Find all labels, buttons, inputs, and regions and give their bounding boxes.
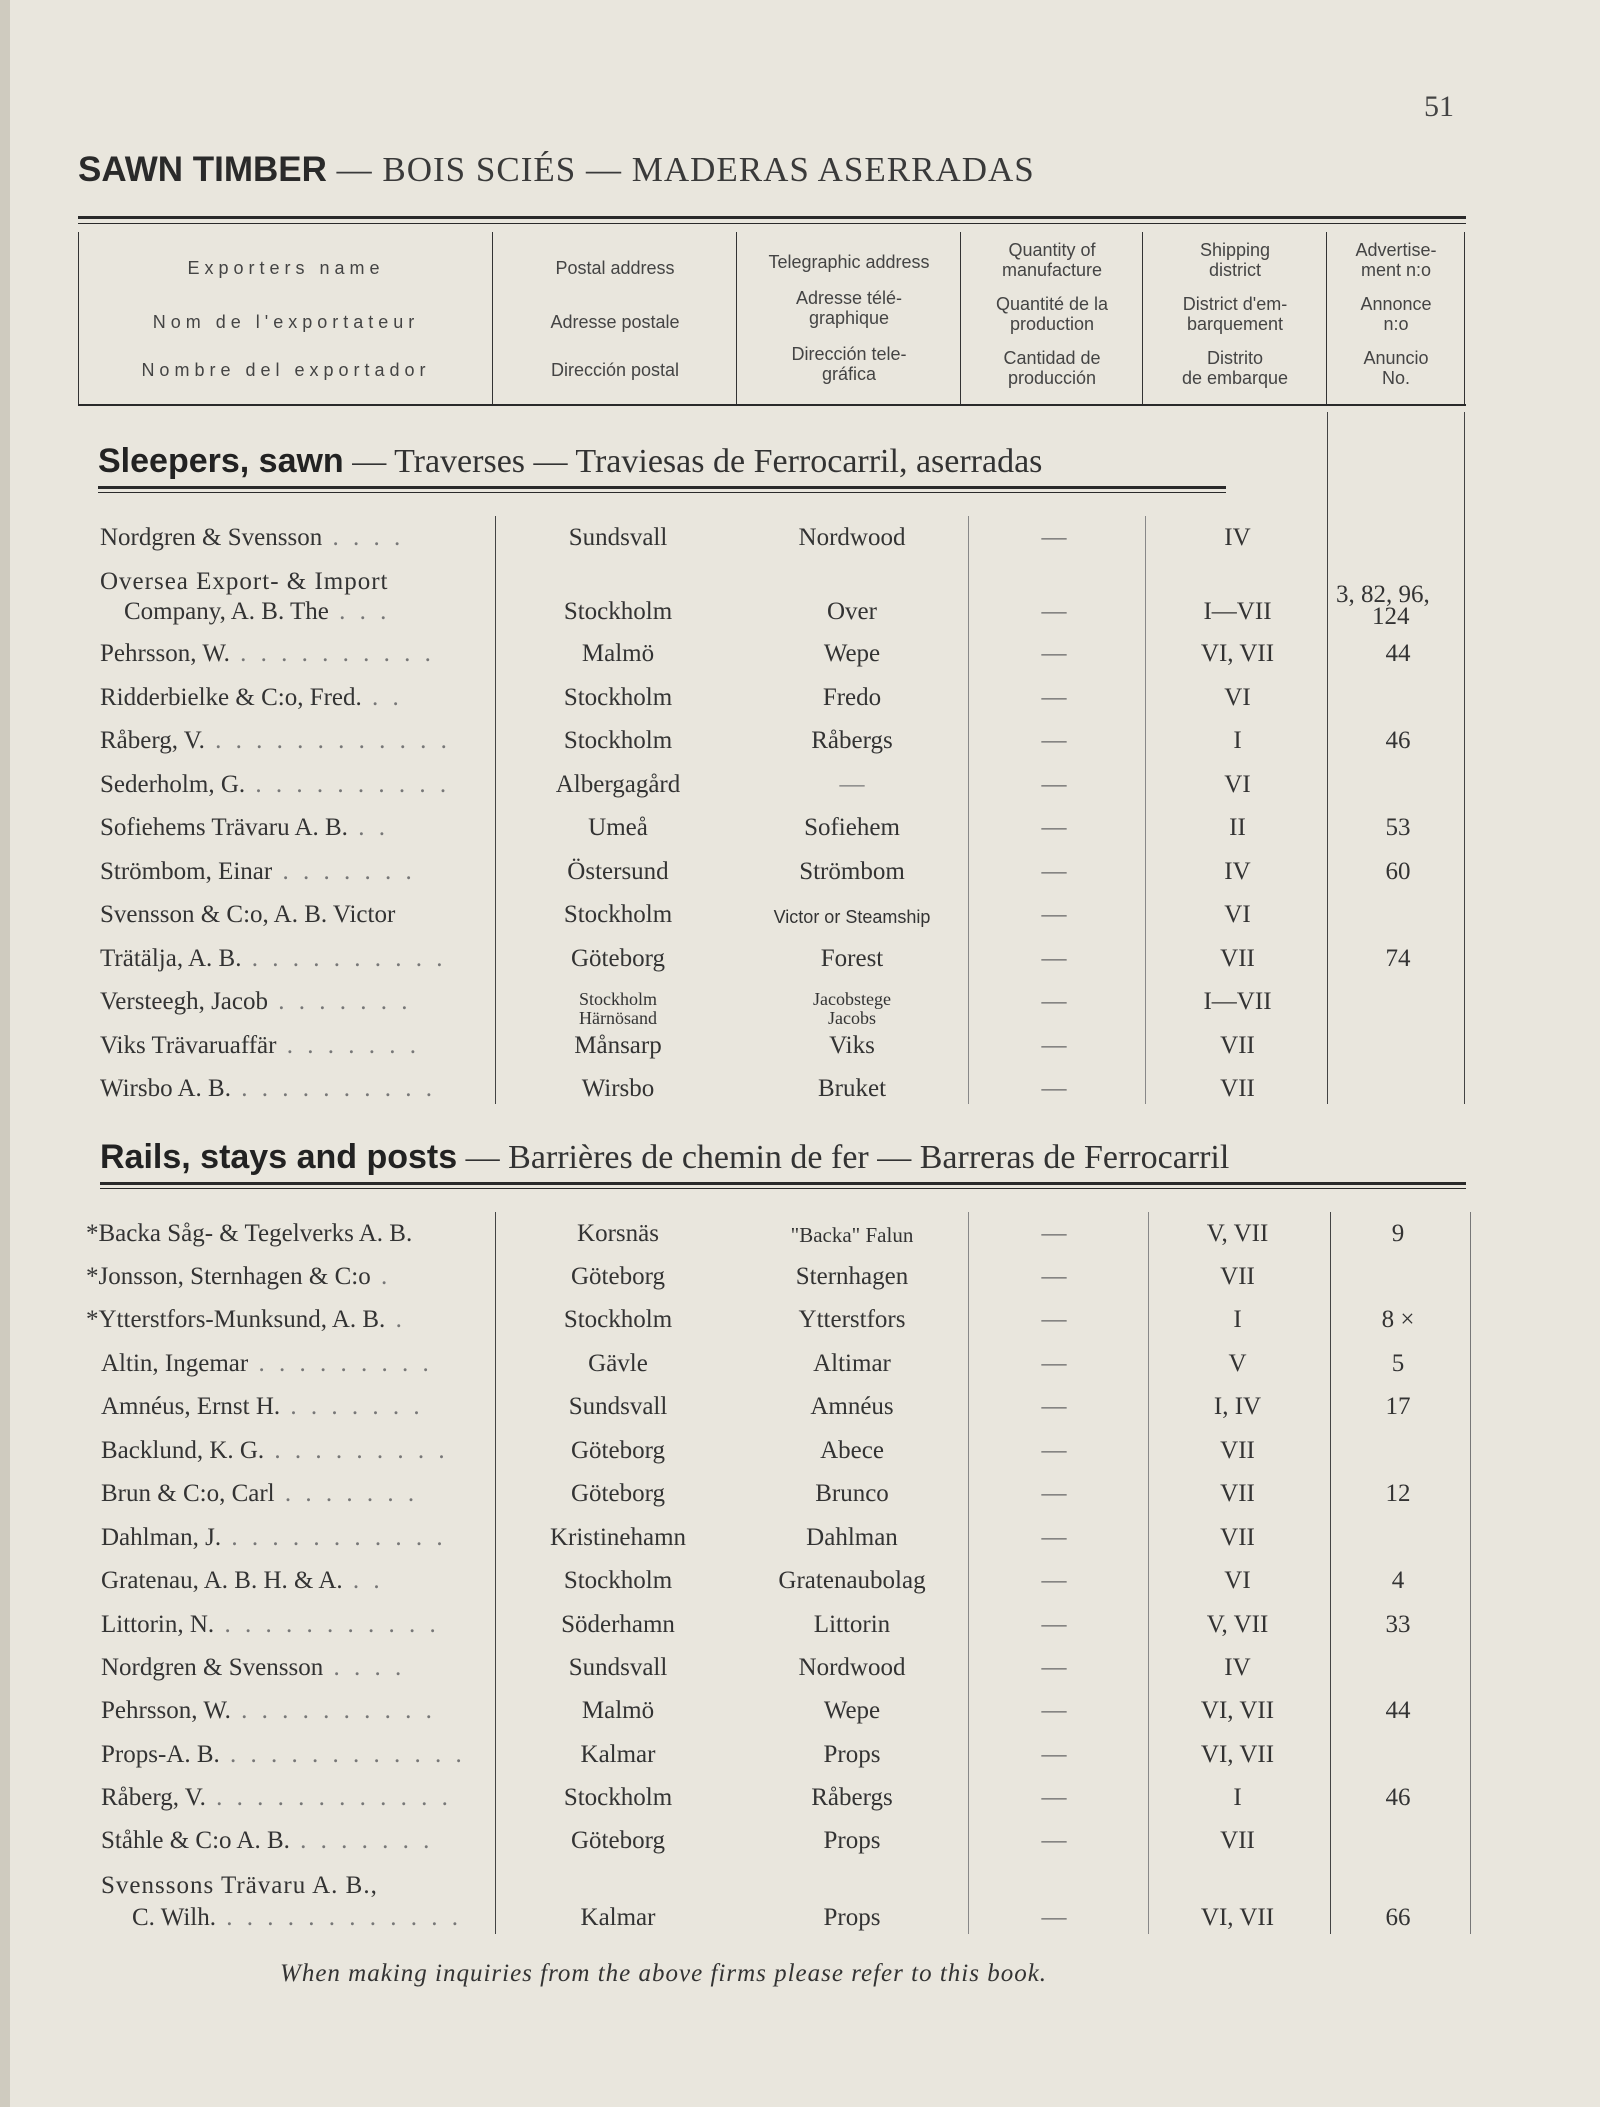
right-border-s2 xyxy=(1470,1212,1471,1934)
postal-address: Stockholm xyxy=(563,901,673,928)
exporter-name: Nordgren & Svensson . . . . xyxy=(100,524,405,551)
header-name-es: Nombre del exportador xyxy=(141,360,431,380)
column-divider-postal-s1 xyxy=(495,516,496,1104)
advertisement-number: 17 xyxy=(1385,1393,1411,1420)
header-ship-es-1: Distrito xyxy=(1206,348,1263,368)
table-row xyxy=(0,1393,1600,1436)
header-name-fr: Nom de l'exportateur xyxy=(152,312,420,332)
header-postal-address xyxy=(492,232,737,404)
postal-address: Kalmar xyxy=(580,1741,656,1768)
exporter-name: Dahlman, J. . . . . . . . . . . . xyxy=(101,1524,447,1551)
section-title-sleepers-bold: Sleepers, sawn xyxy=(98,442,344,480)
quantity: — xyxy=(1041,988,1067,1015)
postal-address: Stockholm Härnösand xyxy=(578,989,657,1028)
telegraphic-address: Brunco xyxy=(815,1480,889,1507)
header-tele-es-1: Dirección tele- xyxy=(791,344,907,364)
section-rule-sleepers-thin xyxy=(98,492,1226,493)
quantity: — xyxy=(1041,1480,1067,1507)
section-title-sleepers xyxy=(98,442,1042,481)
postal-address: Stockholm xyxy=(563,1784,673,1811)
telegraphic-address: Nordwood xyxy=(798,1654,906,1681)
telegraphic-address: Ytterstfors xyxy=(798,1306,906,1333)
postal-address: Stockholm xyxy=(563,684,673,711)
header-adv-fr-1: Annonce xyxy=(1360,294,1432,314)
header-qty-en-1: Quantity of xyxy=(1008,240,1096,260)
shipping-district: II xyxy=(1229,814,1246,841)
exporter-name: Gratenau, A. B. H. & A. . . xyxy=(101,1567,384,1594)
exporter-name: Pehrsson, W. . . . . . . . . . . xyxy=(100,640,435,667)
telegraphic-address: Jacobstege Jacobs xyxy=(813,989,891,1028)
shipping-district: VI xyxy=(1224,771,1251,798)
table-row xyxy=(0,1480,1600,1523)
table-row xyxy=(0,858,1600,901)
shipping-district: I—VII xyxy=(1203,988,1272,1015)
quantity: — xyxy=(1041,1524,1067,1551)
telegraphic-address: Abece xyxy=(820,1437,884,1464)
header-tele-en: Telegraphic address xyxy=(768,252,930,272)
exporter-name: Strömbom, Einar . . . . . . . xyxy=(100,858,416,885)
header-adv-es-2: No. xyxy=(1381,368,1410,388)
postal-address: Malmö xyxy=(581,640,655,667)
quantity: — xyxy=(1041,727,1067,754)
section-title-rails-rest: — Barrières de chemin de fer — Barreras de Ferrocarril xyxy=(457,1139,1230,1176)
quantity: — xyxy=(1041,598,1067,625)
shipping-district: I—VII xyxy=(1203,598,1272,625)
shipping-district: VI, VII xyxy=(1200,1741,1275,1768)
advertisement-number: 66 xyxy=(1385,1904,1411,1931)
table-row xyxy=(0,988,1600,1031)
table-row xyxy=(0,945,1600,988)
postal-address: Wirsbo xyxy=(581,1075,655,1102)
quantity: — xyxy=(1041,1306,1067,1333)
quantity: — xyxy=(1041,1784,1067,1811)
quantity: — xyxy=(1041,1611,1067,1638)
postal-address: Korsnäs xyxy=(577,1220,659,1247)
header-postal-es: Dirección postal xyxy=(550,360,680,380)
advertisement-number: 44 xyxy=(1385,640,1411,667)
telegraphic-address: Props xyxy=(823,1904,881,1931)
advertisement-number: 46 xyxy=(1385,727,1411,754)
telegraphic-address: Wepe xyxy=(823,640,881,667)
exporter-name: Viks Trävaruaffär . . . . . . . xyxy=(100,1032,420,1059)
page-number: 51 xyxy=(1424,90,1454,123)
page-title-bold: SAWN TIMBER xyxy=(78,150,327,189)
header-ship-es-2: de embarque xyxy=(1181,368,1289,388)
column-divider-postal-s2 xyxy=(495,1212,496,1934)
postal-address: Kalmar xyxy=(580,1904,656,1931)
telegraphic-address: Dahlman xyxy=(806,1524,898,1551)
exporter-name: Altin, Ingemar . . . . . . . . . xyxy=(101,1350,433,1377)
table-row xyxy=(0,727,1600,770)
exporter-name: Ridderbielke & C:o, Fred. . . xyxy=(100,684,403,711)
header-right-border xyxy=(1464,232,1465,404)
shipping-district: VII xyxy=(1220,1480,1255,1507)
postal-address: Östersund xyxy=(567,858,669,885)
table-row xyxy=(0,640,1600,683)
quantity: — xyxy=(1041,1032,1067,1059)
quantity: — xyxy=(1041,814,1067,841)
table-row xyxy=(0,1220,1600,1263)
advertisement-number: 60 xyxy=(1385,858,1411,885)
section-rule-rails xyxy=(100,1182,1466,1185)
telegraphic-address: Bruket xyxy=(817,1075,887,1102)
table-row xyxy=(0,1032,1600,1075)
quantity: — xyxy=(1041,524,1067,551)
quantity: — xyxy=(1041,1697,1067,1724)
exporter-name: Backlund, K. G. . . . . . . . . . xyxy=(101,1437,449,1464)
table-row xyxy=(0,1350,1600,1393)
postal-address: Göteborg xyxy=(571,1437,665,1464)
telegraphic-address: Råbergs xyxy=(811,727,893,754)
header-advertisement xyxy=(1326,232,1465,404)
telegraphic-address: Victor or Steamship xyxy=(773,907,931,927)
shipping-district: IV xyxy=(1224,858,1251,885)
header-postal-fr: Adresse postale xyxy=(550,312,680,332)
shipping-district: VII xyxy=(1220,1524,1255,1551)
table-row xyxy=(0,1872,1600,1942)
header-ship-en-1: Shipping xyxy=(1199,240,1271,260)
quantity: — xyxy=(1041,1075,1067,1102)
table-row xyxy=(0,1075,1600,1118)
quantity: — xyxy=(1041,1437,1067,1464)
shipping-district: VII xyxy=(1220,1437,1255,1464)
advertisement-number: 46 xyxy=(1385,1784,1411,1811)
table-row xyxy=(0,1567,1600,1610)
advertisement-number: 4 xyxy=(1391,1567,1405,1594)
telegraphic-address: Viks xyxy=(829,1032,875,1059)
shipping-district: VII xyxy=(1220,945,1255,972)
header-telegraphic-address xyxy=(736,232,961,404)
footer-note: When making inquiries from the above firms please refer to this book. xyxy=(280,1960,1048,1987)
shipping-district: VII xyxy=(1220,1827,1255,1854)
header-qty-es-1: Cantidad de xyxy=(1003,348,1101,368)
shipping-district: VI xyxy=(1224,684,1251,711)
postal-address: Göteborg xyxy=(571,1480,665,1507)
header-ship-fr-2: barquement xyxy=(1186,314,1284,334)
header-tele-fr-1: Adresse télé- xyxy=(795,288,903,308)
exporter-name-line2: C. Wilh. . . . . . . . . . . . . xyxy=(132,1904,462,1931)
header-exporters-name xyxy=(78,232,493,404)
page-title-rest: — BOIS SCIÉS — MADERAS ASERRADAS xyxy=(326,150,1035,189)
exporter-name: Sofiehems Trävaru A. B. . . xyxy=(100,814,389,841)
table-row xyxy=(0,684,1600,727)
header-adv-es-1: Anuncio xyxy=(1363,348,1429,368)
shipping-district: I xyxy=(1233,1306,1242,1333)
shipping-district: IV xyxy=(1224,1654,1251,1681)
postal-address: Sundsvall xyxy=(568,1393,668,1420)
exporter-name: Brun & C:o, Carl . . . . . . . xyxy=(101,1480,419,1507)
quantity: — xyxy=(1041,1350,1067,1377)
postal-address: Sundsvall xyxy=(568,1654,668,1681)
exporter-name: Littorin, N. . . . . . . . . . . . xyxy=(101,1611,440,1638)
quantity: — xyxy=(1041,858,1067,885)
column-divider-qty-s1 xyxy=(968,516,969,1104)
telegraphic-address: Fredo xyxy=(822,684,882,711)
shipping-district: I xyxy=(1233,1784,1242,1811)
telegraphic-address: Strömbom xyxy=(799,858,905,885)
header-shipping xyxy=(1142,232,1327,404)
advertisement-number: 3, 82, 96, 124 xyxy=(1336,581,1430,630)
telegraphic-address: Altimar xyxy=(813,1350,891,1377)
table-row xyxy=(0,1437,1600,1480)
postal-address: Göteborg xyxy=(571,1263,665,1290)
header-bottom-rule xyxy=(78,404,1466,406)
quantity: — xyxy=(1041,1567,1067,1594)
quantity: — xyxy=(1041,640,1067,667)
header-qty-fr-2: production xyxy=(1009,314,1095,334)
exporter-name: Props-A. B. . . . . . . . . . . . . xyxy=(101,1741,466,1768)
exporter-name: Råberg, V. . . . . . . . . . . . . xyxy=(100,727,451,754)
telegraphic-address: Gratenaubolag xyxy=(778,1567,926,1594)
header-name-en: Exporters name xyxy=(187,258,385,278)
shipping-district: VI xyxy=(1224,1567,1251,1594)
exporter-name: Wirsbo A. B. . . . . . . . . . . xyxy=(100,1075,436,1102)
telegraphic-address: — xyxy=(839,771,865,798)
telegraphic-address: Props xyxy=(823,1827,881,1854)
postal-address: Albergagård xyxy=(555,771,681,798)
telegraphic-address: Littorin xyxy=(813,1611,891,1638)
exporter-name: Amnéus, Ernst H. . . . . . . . xyxy=(101,1393,424,1420)
quantity: — xyxy=(1041,771,1067,798)
header-qty-en-2: manufacture xyxy=(1001,260,1103,280)
table-row xyxy=(0,1306,1600,1349)
postal-address: Göteborg xyxy=(571,1827,665,1854)
exporter-name: *Backa Såg- & Tegelverks A. B. xyxy=(86,1220,413,1247)
header-adv-en-1: Advertise- xyxy=(1355,240,1437,260)
shipping-district: VI, VII xyxy=(1200,1904,1275,1931)
header-adv-en-2: ment n:o xyxy=(1360,260,1432,280)
section-rule-sleepers xyxy=(98,486,1226,489)
header-tele-es-2: gráfica xyxy=(821,364,877,384)
exporter-name-line2: Company, A. B. The . . . xyxy=(124,598,391,625)
table-row xyxy=(0,771,1600,814)
postal-address: Sundsvall xyxy=(568,524,668,551)
telegraphic-address: Nordwood xyxy=(798,524,906,551)
advertisement-number: 44 xyxy=(1385,1697,1411,1724)
postal-address: Månsarp xyxy=(574,1032,662,1059)
title-rule xyxy=(78,216,1466,219)
quantity: — xyxy=(1041,945,1067,972)
header-tele-fr-2: graphique xyxy=(808,308,890,328)
shipping-district: VII xyxy=(1220,1032,1255,1059)
telegraphic-address: Over xyxy=(827,598,877,625)
exporter-name: Sederholm, G. . . . . . . . . . . xyxy=(100,771,451,798)
telegraphic-address: Sternhagen xyxy=(795,1263,909,1290)
table-row xyxy=(0,1784,1600,1827)
table-row xyxy=(0,901,1600,944)
postal-address: Stockholm xyxy=(563,1306,673,1333)
shipping-district: VI, VII xyxy=(1200,1697,1275,1724)
advertisement-number: 12 xyxy=(1385,1480,1411,1507)
shipping-district: IV xyxy=(1224,524,1251,551)
exporter-name: Ståhle & C:o A. B. . . . . . . . xyxy=(101,1827,434,1854)
table-row xyxy=(0,524,1600,567)
advertisement-number: 74 xyxy=(1385,945,1411,972)
postal-address: Stockholm xyxy=(563,598,673,625)
postal-address: Söderhamn xyxy=(561,1611,675,1638)
advertisement-number: 9 xyxy=(1391,1220,1405,1247)
column-divider-qty-s2 xyxy=(968,1212,969,1934)
table-row xyxy=(0,1697,1600,1740)
table-row xyxy=(0,814,1600,857)
quantity: — xyxy=(1041,1827,1067,1854)
advertisement-number: 53 xyxy=(1385,814,1411,841)
postal-address: Stockholm xyxy=(563,1567,673,1594)
exporter-name: Trätälja, A. B. . . . . . . . . . . xyxy=(100,945,447,972)
table-row xyxy=(0,1611,1600,1654)
postal-address: Stockholm xyxy=(563,727,673,754)
exporter-name: Pehrsson, W. . . . . . . . . . . xyxy=(101,1697,436,1724)
shipping-district: VII xyxy=(1220,1075,1255,1102)
shipping-district: V, VII xyxy=(1206,1611,1269,1638)
table-row xyxy=(0,1741,1600,1784)
header-ship-en-2: district xyxy=(1208,260,1261,280)
column-divider-ship-s2 xyxy=(1148,1212,1149,1934)
quantity: — xyxy=(1041,1220,1067,1247)
advertisement-number: 5 xyxy=(1391,1350,1405,1377)
column-divider-adv-s2 xyxy=(1330,1212,1331,1934)
exporter-name: Råberg, V. . . . . . . . . . . . . xyxy=(101,1784,452,1811)
shipping-district: I, IV xyxy=(1213,1393,1262,1420)
shipping-district: VII xyxy=(1220,1263,1255,1290)
section-title-rails xyxy=(100,1138,1229,1177)
quantity: — xyxy=(1041,1393,1067,1420)
column-divider-ship-s1 xyxy=(1145,516,1146,1104)
quantity: — xyxy=(1041,1904,1067,1931)
table-row xyxy=(0,1524,1600,1567)
shipping-district: VI xyxy=(1224,901,1251,928)
postal-address: Kristinehamn xyxy=(549,1524,687,1551)
exporter-name: Svenssons Trävaru A. B., xyxy=(101,1872,378,1899)
shipping-district: V xyxy=(1228,1350,1247,1377)
advertisement-number: 33 xyxy=(1385,1611,1411,1638)
postal-address: Malmö xyxy=(581,1697,655,1724)
quantity: — xyxy=(1041,1741,1067,1768)
telegraphic-address: Råbergs xyxy=(811,1784,893,1811)
table-row xyxy=(0,568,1600,638)
telegraphic-address: Amnéus xyxy=(810,1393,894,1420)
shipping-district: I xyxy=(1233,727,1242,754)
section-title-sleepers-rest: — Traverses — Traviesas de Ferrocarril, aserradas xyxy=(343,443,1043,480)
telegraphic-address: Wepe xyxy=(823,1697,881,1724)
postal-address: Gävle xyxy=(588,1350,648,1377)
title-rule-thin xyxy=(78,223,1466,224)
quantity: — xyxy=(1041,901,1067,928)
table-row xyxy=(0,1263,1600,1306)
exporter-name: Oversea Export- & Import xyxy=(100,568,389,595)
table-row xyxy=(0,1827,1600,1870)
header-postal-en: Postal address xyxy=(555,258,675,278)
exporter-name: Nordgren & Svensson . . . . xyxy=(101,1654,406,1681)
header-ship-fr-1: District d'em- xyxy=(1182,294,1288,314)
section-rule-rails-thin xyxy=(100,1188,1466,1189)
shipping-district: VI, VII xyxy=(1200,640,1275,667)
quantity: — xyxy=(1041,1654,1067,1681)
table-row xyxy=(0,1654,1600,1697)
advertisement-number: 8 × xyxy=(1381,1306,1415,1333)
header-qty-es-2: producción xyxy=(1007,368,1097,388)
header-qty-fr-1: Quantité de la xyxy=(995,294,1109,314)
exporter-name: Versteegh, Jacob . . . . . . . xyxy=(100,988,412,1015)
shipping-district: V, VII xyxy=(1206,1220,1269,1247)
quantity: — xyxy=(1041,684,1067,711)
section-title-rails-bold: Rails, stays and posts xyxy=(100,1138,458,1176)
telegraphic-address: Sofiehem xyxy=(804,814,900,841)
telegraphic-address: Props xyxy=(823,1741,881,1768)
telegraphic-address: "Backa" Falun xyxy=(790,1223,914,1247)
header-quantity xyxy=(960,232,1143,404)
postal-address: Umeå xyxy=(588,814,648,841)
exporter-name: Svensson & C:o, A. B. Victor xyxy=(100,901,396,928)
quantity: — xyxy=(1041,1263,1067,1290)
exporter-name: *Jonsson, Sternhagen & C:o . xyxy=(86,1263,392,1290)
exporter-name: *Ytterstfors-Munksund, A. B. . xyxy=(86,1306,406,1333)
header-adv-fr-2: n:o xyxy=(1383,314,1409,334)
telegraphic-address: Forest xyxy=(820,945,884,972)
page-title xyxy=(78,150,1035,190)
postal-address: Göteborg xyxy=(571,945,665,972)
